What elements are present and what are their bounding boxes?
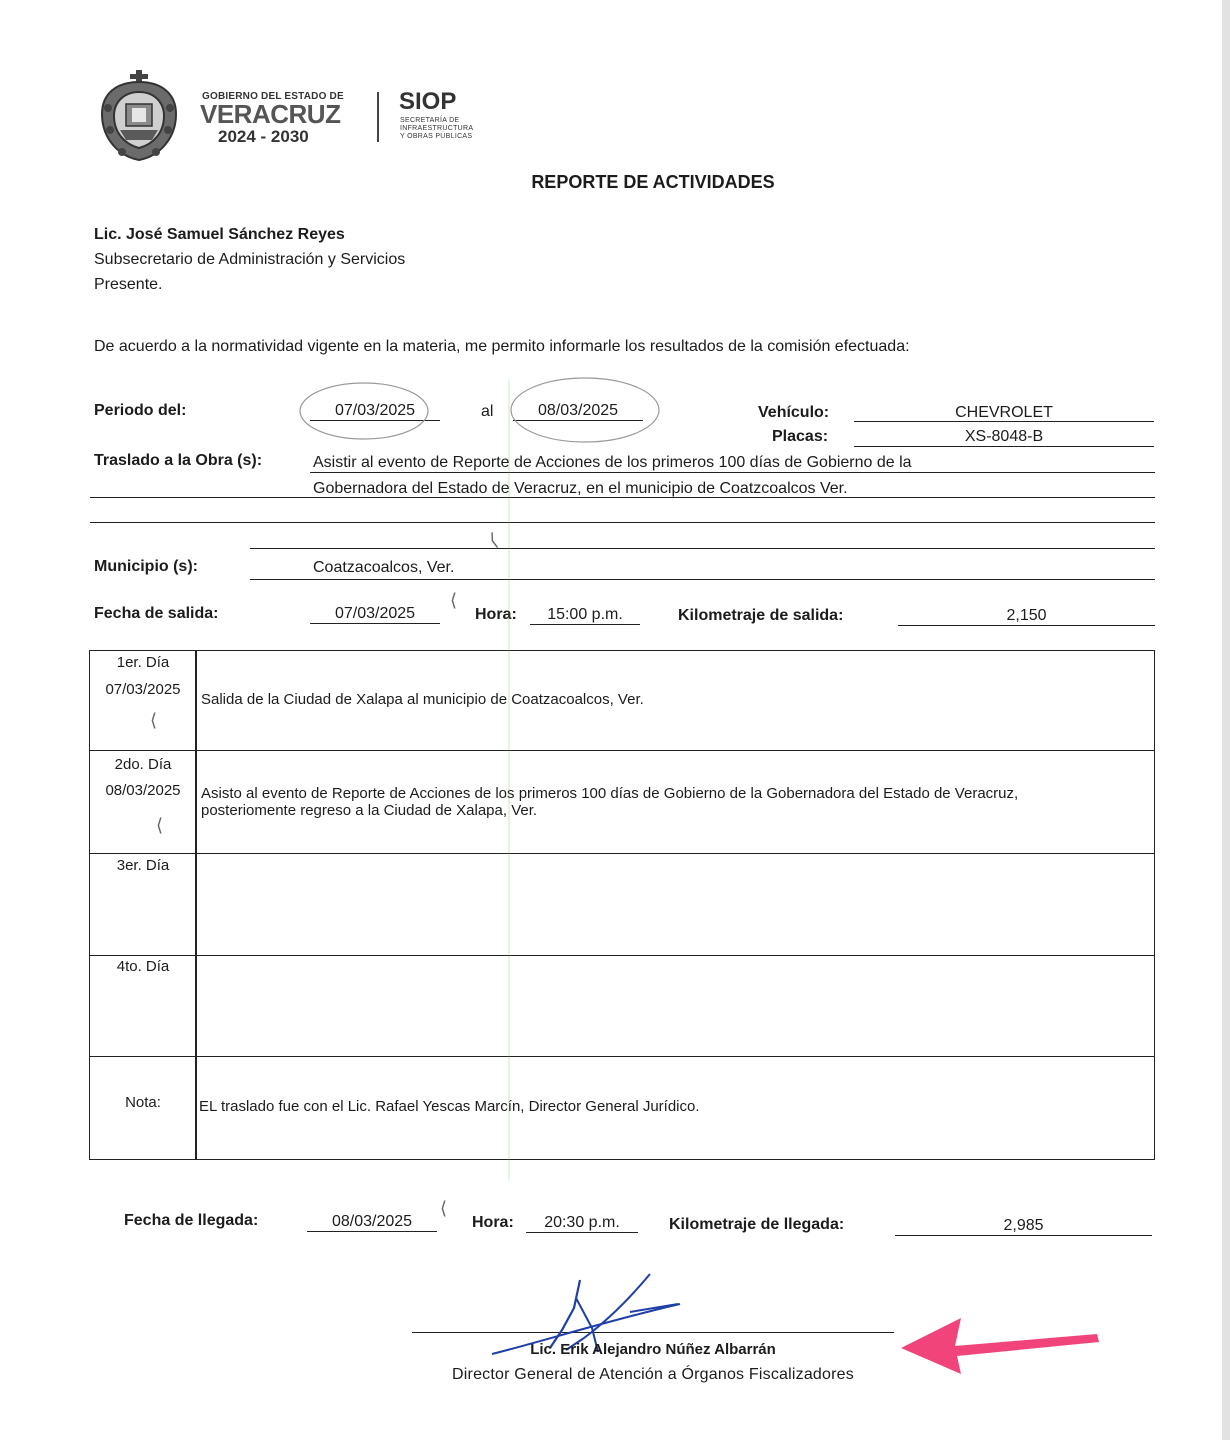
- municipio-rule: [250, 579, 1155, 580]
- gov-line1: GOBIERNO DEL ESTADO DE: [202, 91, 344, 102]
- placas-label: Placas:: [772, 428, 829, 445]
- document-title: REPORTE DE ACTIVIDADES: [531, 172, 775, 192]
- salida-hora-label: Hora:: [475, 606, 517, 623]
- traslado-line2: Gobernadora del Estado de Veracruz, en el municipio de Coatzcoalcos Ver.: [313, 480, 848, 497]
- signer-name: Lic. Erik Alejandro Núñez Albarrán: [530, 1341, 776, 1358]
- periodo-al: al: [481, 403, 494, 420]
- addressee-presente: Presente.: [94, 276, 163, 293]
- activity-table: [89, 650, 1155, 1160]
- day2-text-line2: posteriomente regreso a la Ciudad de Xalapa, Ver.: [201, 802, 538, 819]
- check-mark-icon: ⟨: [150, 710, 158, 731]
- pencil-circle-to: [505, 372, 665, 448]
- llegada-km-label: Kilometraje de llegada:: [669, 1216, 845, 1233]
- periodo-label: Periodo del:: [94, 402, 187, 419]
- check-mark-icon: ⟨: [450, 590, 458, 611]
- traslado-line1: Asistir al evento de Reporte de Acciones de los primeros 100 días de Gobierno de la: [313, 454, 912, 471]
- salida-km: 2,150: [1006, 607, 1047, 624]
- day1-text: Salida de la Ciudad de Xalapa al municipio de Coatzacoalcos, Ver.: [201, 691, 644, 708]
- periodo-from: 07/03/2025: [334, 402, 416, 419]
- addressee-name: Lic. José Samuel Sánchez Reyes: [94, 226, 345, 243]
- day1-date: 07/03/2025: [105, 681, 181, 698]
- gov-line3: 2024 - 2030: [218, 127, 309, 146]
- intro-text: De acuerdo a la normatividad vigente en la materia, me permito informarle los resultados de la comisión efectuada:: [94, 338, 910, 355]
- table-column-divider: [195, 650, 197, 1160]
- traslado-rule2: [90, 497, 1155, 498]
- addressee-position: Subsecretario de Administración y Servicios: [94, 251, 406, 268]
- signer-position: Director General de Atención a Órganos Fiscalizadores: [452, 1366, 854, 1383]
- header-divider: [377, 92, 379, 142]
- siop-sub1: SECRETARÍA DE: [400, 117, 460, 124]
- table-row-divider: [89, 955, 1155, 956]
- coat-of-arms-logo: [96, 68, 182, 164]
- check-mark-icon: ⟨: [486, 529, 501, 552]
- nota-label: Nota:: [125, 1094, 161, 1111]
- siop-sub3: Y OBRAS PÚBLICAS: [400, 133, 473, 140]
- siop-sub2: INFRAESTRUCTURA: [400, 125, 474, 132]
- day2-text-line1: Asisto al evento de Reporte de Acciones de los primeros 100 días de Gobierno de la Gobernadora del Estado de Veracruz,: [201, 785, 1019, 802]
- llegada-hora-label: Hora:: [472, 1214, 514, 1231]
- traslado-rule1: [310, 472, 1155, 473]
- table-row-divider: [89, 750, 1155, 751]
- salida-hora: 15:00 p.m.: [547, 606, 623, 623]
- scan-edge: [1222, 0, 1230, 1440]
- llegada-hora: 20:30 p.m.: [544, 1214, 620, 1231]
- day3-label: 3er. Día: [116, 857, 170, 874]
- municipio-label: Municipio (s):: [94, 558, 198, 575]
- gov-line2: VERACRUZ: [200, 99, 341, 129]
- traslado-label: Traslado a la Obra (s):: [94, 452, 263, 469]
- day1-label: 1er. Día: [116, 654, 170, 671]
- day4-label: 4to. Día: [116, 958, 170, 975]
- vehiculo-value: CHEVROLET: [955, 404, 1053, 421]
- nota-text: EL traslado fue con el Lic. Rafael Yescas Marcín, Director General Jurídico.: [199, 1098, 700, 1115]
- siop-subtitle: [400, 117, 473, 141]
- salida-fecha: 07/03/2025: [334, 605, 416, 622]
- day2-label: 2do. Día: [114, 756, 172, 773]
- llegada-fecha-label: Fecha de llegada:: [124, 1212, 259, 1229]
- placas-line: [854, 446, 1154, 447]
- salida-fecha-line: [310, 623, 440, 624]
- llegada-km: 2,985: [1003, 1217, 1044, 1234]
- salida-km-line: [898, 625, 1155, 626]
- pencil-circle-from: [296, 378, 436, 446]
- day2-date: 08/03/2025: [105, 782, 181, 799]
- annotation-arrow-icon: [895, 1312, 1105, 1378]
- llegada-fecha: 08/03/2025: [331, 1213, 413, 1230]
- vehiculo-line: [854, 421, 1154, 422]
- siop-title: SIOP: [399, 88, 457, 115]
- llegada-fecha-line: [307, 1231, 437, 1232]
- salida-fecha-label: Fecha de salida:: [94, 605, 219, 622]
- municipio-value: Coatzacoalcos, Ver.: [313, 559, 455, 576]
- traslado-rule4: [250, 548, 1155, 549]
- table-row-divider: [89, 853, 1155, 854]
- salida-km-label: Kilometraje de salida:: [678, 607, 844, 624]
- llegada-km-line: [895, 1235, 1152, 1236]
- traslado-rule3: [90, 522, 1155, 523]
- periodo-to: 08/03/2025: [537, 402, 619, 419]
- llegada-hora-line: [526, 1232, 638, 1233]
- scan-artifact: [508, 380, 510, 1180]
- placas-value: XS-8048-B: [964, 428, 1044, 445]
- check-mark-icon: ⟨: [440, 1198, 448, 1219]
- vehiculo-label: Vehículo:: [758, 404, 830, 421]
- table-row-divider: [89, 1056, 1155, 1057]
- check-mark-icon: ⟨: [156, 815, 164, 836]
- salida-hora-line: [530, 624, 640, 625]
